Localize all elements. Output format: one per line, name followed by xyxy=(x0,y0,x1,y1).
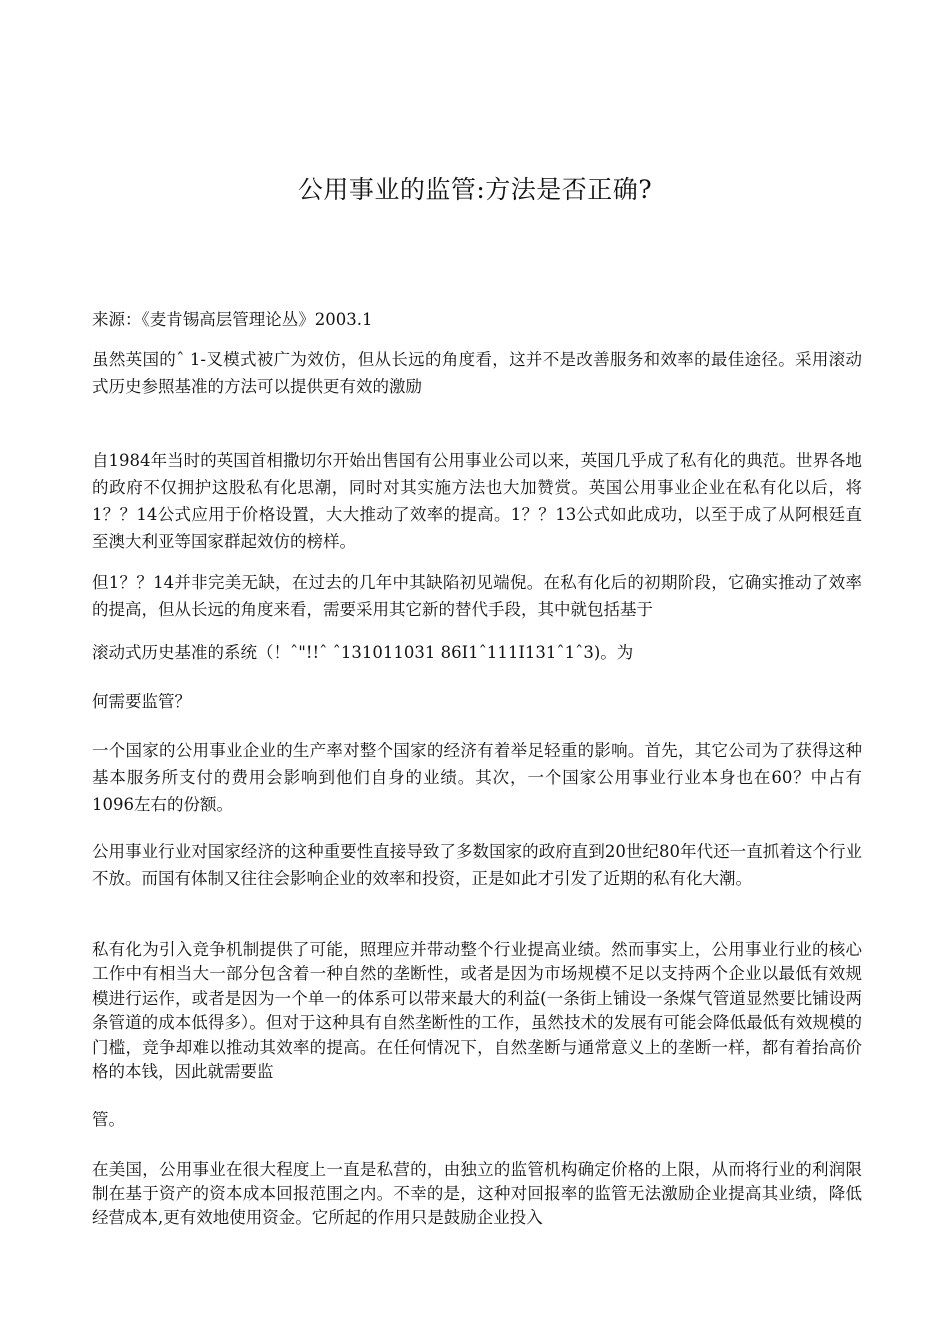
body-paragraph-us-regulation: 在美国，公用事业在很大程度上一直是私营的，由独立的监管机构确定价格的上限，从而将行业的利润限制在基于资产的资本成本回报范围之内。不幸的是，这种对回报率的监管无法激励企业提高其业绩，降低经营成本,更有效地使用资金。它所起的作用只是鼓励企业投入 xyxy=(92,1160,862,1227)
body-paragraph-privatization: 自1984年当时的英国首相撒切尔开始出售国有公用事业公司以来，英国几乎成了私有化的典范。世界各地的政府不仅拥护这股私有化思潮，同时对其实施方法也大加赞赏。英国公用事业企业在私有化以后，将1？？14公式应用于价格设置，大大推动了效率的提高。1？？13公式如此成功，以至于成了从阿根廷直至澳大利亚等国家群起效仿的榜样。 xyxy=(92,451,862,551)
body-paragraph-importance: 公用事业行业对国家经济的这种重要性直接导致了多数国家的政府直到20世纪80年代还一直抓着这个行业不放。而国有体制又往往会影响企业的效率和投资，正是如此才引发了近期的私有化大潮。 xyxy=(92,842,862,888)
body-paragraph-rolling-benchmark: 滚动式历史基准的系统（！ˆ"!!ˆ ˆ131011031 86Ι1ˆ111Ι131ˆ1ˆ3)。为 xyxy=(92,643,634,662)
document-title: 公用事业的监管:方法是否正确? xyxy=(297,175,653,204)
body-paragraph-defects: 但1？？14并非完美无缺，在过去的几年中其缺陷初见端倪。在私有化后的初期阶段，它确实推动了效率的提高，但从长远的角度来看，需要采用其它新的替代手段，其中就包括基于 xyxy=(92,573,862,619)
section-heading-why-regulate: 何需要监管？ xyxy=(92,692,191,711)
body-paragraph-fragment: 管。 xyxy=(92,1110,125,1129)
source-line: 来源：《麦肯锡高层管理论丛》2003.1 xyxy=(92,310,373,329)
intro-paragraph: 虽然英国的ˆ 1-叉模式被广为效仿，但从长远的角度看，这并不是改善服务和效率的最佳途径。采用滚动式历史参照基准的方法可以提供更有效的激励 xyxy=(92,350,862,396)
body-paragraph-natural-monopoly: 私有化为引入竞争机制提供了可能，照理应并带动整个行业提高业绩。然而事实上，公用事业行业的核心工作中有相当大一部分包含着一种自然的垄断性，或者是因为市场规模不足以支持两个企业以最低有效规模进行运作，或者是因为一个单一的体系可以带来最大的利益(一条街上铺设一条煤气管道显然要比铺设两条管道的成本低得多）。但对于这种具有自然垄断性的工作，虽然技术的发展有可能会降低最低有效规模的门槛，竞争却难以推动其效率的提高。在任何情况下，自然垄断与通常意义上的垄断一样，都有着抬高价格的本钱，因此就需要监 xyxy=(92,940,862,1082)
body-paragraph-productivity: 一个国家的公用事业企业的生产率对整个国家的经济有着举足轻重的影响。首先，其它公司为了获得这种基本服务所支付的费用会影响到他们自身的业绩。其次，一个国家公用事业行业本身也在60？中占有1096左右的份额。 xyxy=(92,741,862,814)
